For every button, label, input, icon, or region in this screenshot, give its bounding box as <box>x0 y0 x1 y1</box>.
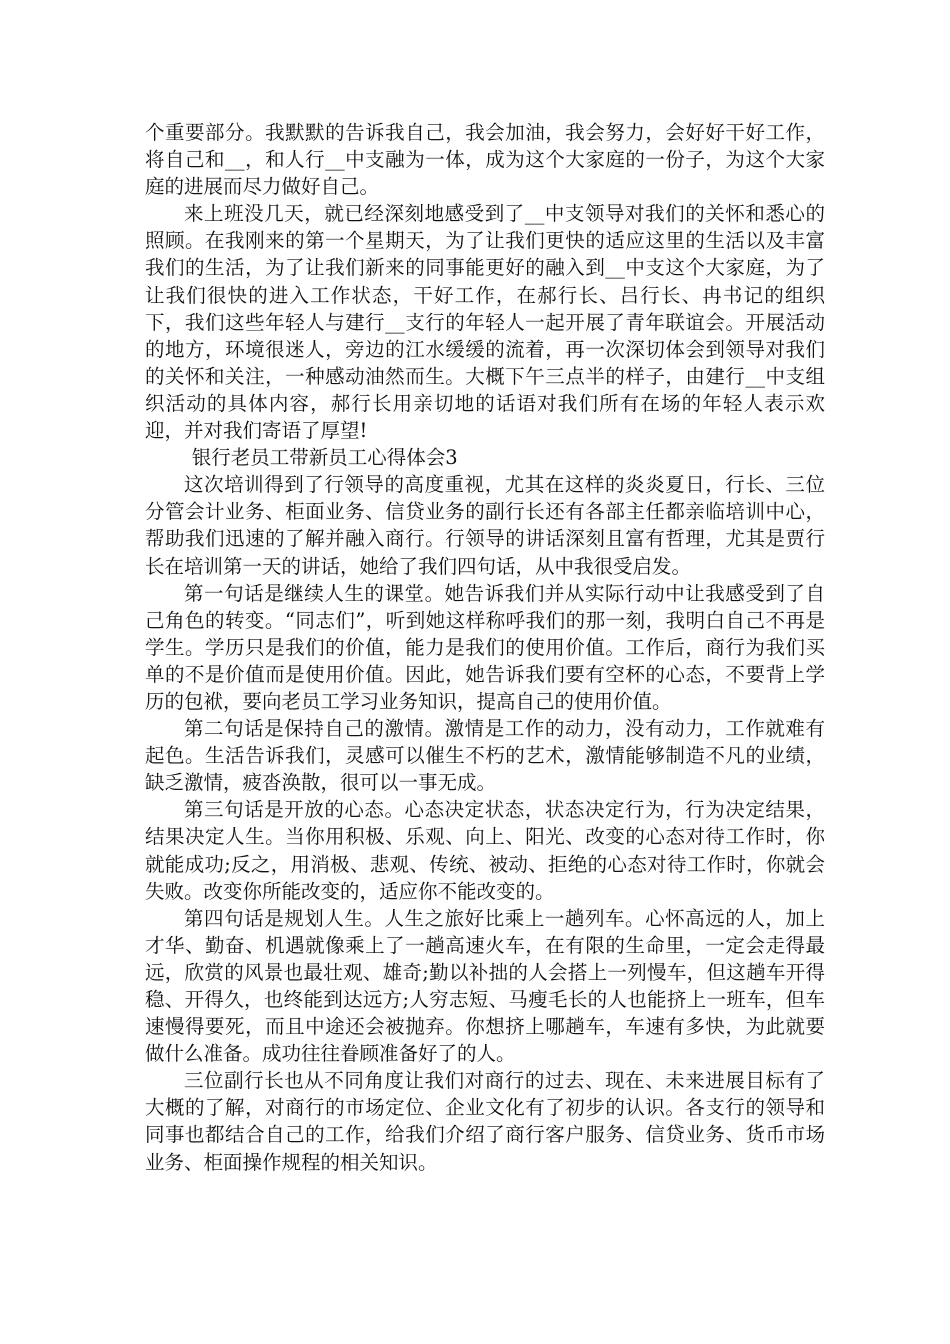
paragraph-7: 第四句话是规划人生。人生之旅好比乘上一趟列车。心怀高远的人，加上才华、勤奋、机遇就像乘上了一趟高速火车，在有限的生命里，一定会走得最远，欣赏的风景也最壮观、雄奇;勤以补拙的人会搭上一列慢车，但这趟车开得稳、开得久，也终能到达远方;人穷志短、马瘦毛长的人也能挤上一班车，但车速慢得要死，而且中途还会被抛弃。你想挤上哪趟车，车速有多快，为此就要做什么准备。成功往往眷顾准备好了的人。 <box>145 906 825 1066</box>
paragraph-8: 三位副行长也从不同角度让我们对商行的过去、现在、未来进展目标有了大概的了解，对商行的市场定位、企业文化有了初步的认识。各支行的领导和同事也都结合自己的工作，给我们介绍了商行客户服务、信贷业务、货币市场业务、柜面操作规程的相关知识。 <box>145 1069 825 1174</box>
document-body <box>145 119 825 1176</box>
paragraph-6: 第三句话是开放的心态。心态决定状态，状态决定行为，行为决定结果，结果决定人生。当你用积极、乐观、向上、阳光、改变的心态对待工作时，你就能成功;反之，用消极、悲观、传统、被动、拒绝的心态对待工作时，你就会失败。改变你所能改变的，适应你不能改变的。 <box>145 798 825 903</box>
paragraph-5: 第二句话是保持自己的激情。激情是工作的动力，没有动力，工作就难有起色。生活告诉我们，灵感可以催生不朽的艺术，激情能够制造不凡的业绩，缺乏激情，疲沓涣散，很可以一事无成。 <box>145 717 825 795</box>
paragraph-2: 来上班没几天，就已经深刻地感受到了__中支领导对我们的关怀和悉心的照顾。在我刚来的第一个星期天，为了让我们更快的适应这里的生活以及丰富我们的生活，为了让我们新来的同事能更好的融入到__中支这个大家庭，为了让我们很快的进入工作状态，干好工作，在郝行长、吕行长、冉书记的组织下，我们这些年轻人与建行__支行的年轻人一起开展了青年联谊会。开展活动的地方，环境很迷人，旁边的江水缓缓的流着，再一次深切体会到领导对我们的关怀和关注，一种感动油然而生。大概下午三点半的样子，由建行__中支组织活动的具体内容，郝行长用亲切地的话语对我们所有在场的年轻人表示欢迎，并对我们寄语了厚望! <box>145 202 825 443</box>
section-heading: 银行老员工带新员工心得体会3 <box>191 446 458 470</box>
paragraph-4: 第一句话是继续人生的课堂。她告诉我们并从实际行动中让我感受到了自己角色的转变。“同志们”，听到她这样称呼我们的那一刻，我明白自己不再是学生。学历只是我们的价值，能力是我们的使用价值。工作后，商行为我们买单的不是价值而是使用价值。因此，她告诉我们要有空杯的心态，不要背上学历的包袱，要向老员工学习业务知识，提高自己的使用价值。 <box>145 581 825 713</box>
paragraph-1: 个重要部分。我默默的告诉我自己，我会加油，我会努力，会好好干好工作，将自己和__，和人行__中支融为一体，成为这个大家庭的一份子，为这个大家庭的进展而尽力做好自己。 <box>145 121 825 199</box>
paragraph-3: 这次培训得到了行领导的高度重视，尤其在这样的炎炎夏日，行长、三位分管会计业务、柜面业务、信贷业务的副行长还有各部主任都亲临培训中心，帮助我们迅速的了解并融入商行。行领导的讲话深刻且富有哲理，尤其是贾行长在培训第一天的讲话，她给了我们四句话，从中我很受启发。 <box>145 473 825 578</box>
